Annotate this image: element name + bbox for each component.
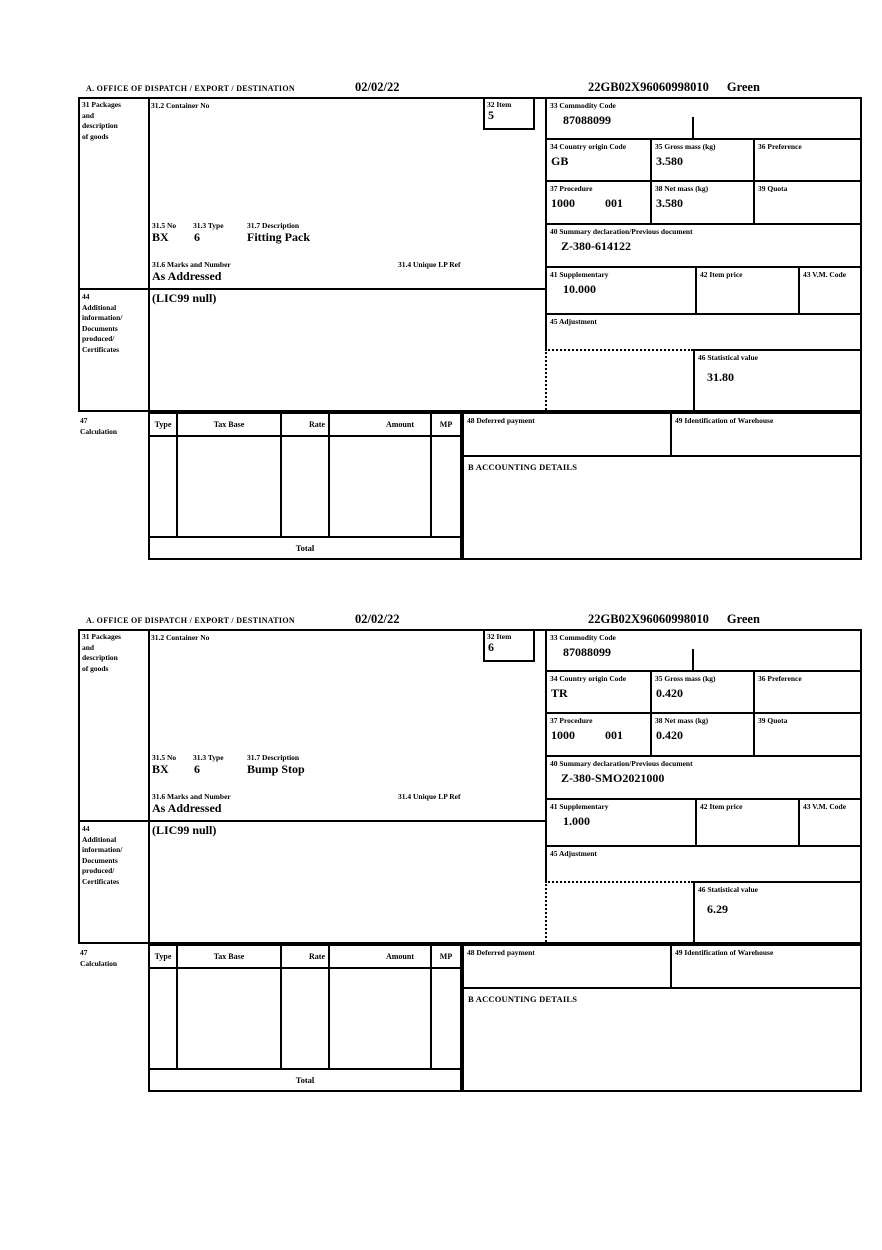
box48-deferred-payment xyxy=(464,414,672,455)
marks-and-number-value: As Addressed xyxy=(152,801,222,815)
box44-divider-line xyxy=(80,820,545,822)
box35-label: 35 Gross mass (kg) xyxy=(655,674,716,683)
box31-packages-label: 31 Packages and description of goods xyxy=(82,632,121,673)
cell-amount xyxy=(330,969,432,1068)
box34-label: 34 Country origin Code xyxy=(550,674,627,683)
column-header-amount: Amount xyxy=(330,946,432,967)
calculation-table-header xyxy=(150,414,460,435)
box31-3-type-label: 31.3 Type xyxy=(193,221,224,230)
box41-label: 41 Supplementary xyxy=(550,270,609,279)
package-count-value: BX xyxy=(152,230,169,244)
goods-description-box xyxy=(78,629,862,944)
box41-supplementary xyxy=(545,800,695,847)
box31-packages-label: 31 Packages and description of goods xyxy=(82,100,121,141)
box45-label: 45 Adjustment xyxy=(550,317,597,326)
box34-country-origin xyxy=(545,140,650,182)
box39-label: 39 Quota xyxy=(758,716,788,725)
box37-procedure xyxy=(545,714,650,757)
item-number-value: 6 xyxy=(488,640,494,654)
box39-quota xyxy=(753,182,860,225)
procedure-value xyxy=(551,196,650,210)
box33-label: 33 Commodity Code xyxy=(550,101,616,110)
box43-label: 43 V.M. Code xyxy=(803,270,847,279)
box37-label: 37 Procedure xyxy=(550,184,593,193)
box31-column-divider xyxy=(148,631,150,942)
commodity-code-subdivider xyxy=(692,649,694,670)
box31-7-description-label: 31.7 Description xyxy=(247,753,300,762)
sad-goods-item-form-1 xyxy=(78,80,862,560)
office-of-dispatch-label: A. OFFICE OF DISPATCH / EXPORT / DESTINATION xyxy=(86,84,295,93)
box36-preference xyxy=(753,672,860,714)
procedure-additional-code-value: 001 xyxy=(605,728,623,742)
package-type-value: 6 xyxy=(194,230,200,244)
office-of-dispatch-label: A. OFFICE OF DISPATCH / EXPORT / DESTINATION xyxy=(86,616,295,625)
commodity-code-subdivider xyxy=(692,117,694,138)
cell-type xyxy=(150,437,178,536)
box45-adjustment xyxy=(545,847,860,881)
box31-4-unique-lp-ref-label: 31.4 Unique LP Ref xyxy=(398,260,461,269)
box46-statistical-value xyxy=(693,349,860,410)
box46-label: 46 Statistical value xyxy=(698,353,758,362)
box37-label: 37 Procedure xyxy=(550,716,593,725)
box45-adjustment xyxy=(545,315,860,349)
box36-label: 36 Preference xyxy=(758,142,802,151)
column-header-type: Type xyxy=(150,414,178,435)
box49-label: 49 Identification of Warehouse xyxy=(675,416,774,425)
package-type-value: 6 xyxy=(194,762,200,776)
cell-amount xyxy=(330,437,432,536)
box49-warehouse xyxy=(672,414,860,455)
payment-accounting-group xyxy=(462,412,862,560)
box38-label: 38 Net mass (kg) xyxy=(655,716,709,725)
box43-vm-code xyxy=(798,800,860,847)
box35-gross-mass xyxy=(650,672,753,714)
column-header-tax-base: Tax Base xyxy=(178,946,282,967)
box45-label: 45 Adjustment xyxy=(550,849,597,858)
calculation-table-body xyxy=(150,967,460,1068)
routing-status-value: Green xyxy=(726,80,760,94)
declaration-date-value: 02/02/22 xyxy=(355,612,400,626)
item-number-value: 5 xyxy=(488,108,494,122)
commodity-code-value: 87088099 xyxy=(563,645,611,659)
package-count-value: BX xyxy=(152,762,169,776)
mrn-line xyxy=(588,612,760,627)
box31-5-no-label: 31.5 No xyxy=(152,221,177,230)
box46-statistical-value xyxy=(693,881,860,942)
box47-calculation-table xyxy=(148,412,462,560)
marks-and-number-value: As Addressed xyxy=(152,269,222,283)
box43-label: 43 V.M. Code xyxy=(803,802,847,811)
additional-info-value: (LIC99 null) xyxy=(152,823,217,837)
goods-description-box xyxy=(78,97,862,412)
calculation-total-row: Total xyxy=(150,536,460,558)
box44-divider-line xyxy=(80,288,545,290)
cell-rate xyxy=(282,437,330,536)
box31-3-type-label: 31.3 Type xyxy=(193,753,224,762)
country-origin-value: TR xyxy=(551,686,568,700)
deferred-warehouse-row xyxy=(464,414,860,455)
box48-label: 48 Deferred payment xyxy=(467,948,535,957)
mrn-value: 22GB02X96060998010 xyxy=(588,80,709,94)
accounting-details-label: B ACCOUNTING DETAILS xyxy=(468,994,578,1004)
box47-calculation-label: 47 Calculation xyxy=(80,416,118,436)
box38-label: 38 Net mass (kg) xyxy=(655,184,709,193)
calculation-total-row: Total xyxy=(150,1068,460,1090)
declaration-date-value: 02/02/22 xyxy=(355,80,400,94)
box31-5-no-label: 31.5 No xyxy=(152,753,177,762)
box48-label: 48 Deferred payment xyxy=(467,416,535,425)
cell-tax-base xyxy=(178,437,282,536)
box34-label: 34 Country origin Code xyxy=(550,142,627,151)
statistical-value: 6.29 xyxy=(707,902,728,916)
box42-label: 42 Item price xyxy=(700,270,743,279)
column-header-tax-base: Tax Base xyxy=(178,414,282,435)
box35-label: 35 Gross mass (kg) xyxy=(655,142,716,151)
box44-additional-info-label: 44 Additional information/ Documents produced/ Certificates xyxy=(82,292,123,354)
cell-mp xyxy=(432,437,460,536)
cell-type xyxy=(150,969,178,1068)
calculation-table-body xyxy=(150,435,460,536)
box42-item-price xyxy=(695,268,798,315)
mrn-value: 22GB02X96060998010 xyxy=(588,612,709,626)
gross-mass-value: 3.580 xyxy=(656,154,683,168)
accounting-details-box xyxy=(464,987,860,1090)
procedure-code-value: 1000 xyxy=(551,728,575,742)
cell-rate xyxy=(282,969,330,1068)
box38-net-mass xyxy=(650,714,753,757)
box42-item-price xyxy=(695,800,798,847)
box42-label: 42 Item price xyxy=(700,802,743,811)
column-header-mp: MP xyxy=(439,952,453,961)
supplementary-units-value: 10.000 xyxy=(563,282,596,296)
box31-7-description-label: 31.7 Description xyxy=(247,221,300,230)
box39-label: 39 Quota xyxy=(758,184,788,193)
procedure-additional-code-value: 001 xyxy=(605,196,623,210)
box33-commodity-code xyxy=(545,631,860,672)
box41-label: 41 Supplementary xyxy=(550,802,609,811)
box36-preference xyxy=(753,140,860,182)
box31-column-divider xyxy=(148,99,150,410)
box32-item-label: 32 Item xyxy=(487,632,512,641)
box49-warehouse xyxy=(672,946,860,987)
commodity-code-value: 87088099 xyxy=(563,113,611,127)
cell-tax-base xyxy=(178,969,282,1068)
accounting-details-label: B ACCOUNTING DETAILS xyxy=(468,462,578,472)
goods-description-value: Fitting Pack xyxy=(247,230,310,244)
box40-label: 40 Summary declaration/Previous document xyxy=(550,227,693,236)
box31-6-marks-label: 31.6 Marks and Number xyxy=(152,792,231,801)
country-origin-value: GB xyxy=(551,154,569,168)
box43-vm-code xyxy=(798,268,860,315)
box36-label: 36 Preference xyxy=(758,674,802,683)
procedure-code-value: 1000 xyxy=(551,196,575,210)
box47-calculation-table xyxy=(148,944,462,1092)
box33-label: 33 Commodity Code xyxy=(550,633,616,642)
column-header-mp: MP xyxy=(439,420,453,429)
box47-calculation-label: 47 Calculation xyxy=(80,948,118,968)
accounting-details-box xyxy=(464,455,860,558)
cell-mp xyxy=(432,969,460,1068)
additional-info-value: (LIC99 null) xyxy=(152,291,217,305)
box31-2-container-no-label: 31.2 Container No xyxy=(151,633,210,642)
sad-goods-item-form-2 xyxy=(78,612,862,1092)
column-header-rate: Rate xyxy=(282,946,330,967)
deferred-warehouse-row xyxy=(464,946,860,987)
procedure-value xyxy=(551,728,650,742)
box44-additional-info-label: 44 Additional information/ Documents produced/ Certificates xyxy=(82,824,123,886)
gross-mass-value: 0.420 xyxy=(656,686,683,700)
box46-label: 46 Statistical value xyxy=(698,885,758,894)
box33-commodity-code xyxy=(545,99,860,140)
supplementary-units-value: 1.000 xyxy=(563,814,590,828)
statistical-value-dotted-zone xyxy=(545,881,693,942)
box49-label: 49 Identification of Warehouse xyxy=(675,948,774,957)
box37-procedure xyxy=(545,182,650,225)
box32-item xyxy=(483,631,535,662)
box40-summary-declaration xyxy=(545,757,860,800)
calculation-table-header xyxy=(150,946,460,967)
box41-supplementary xyxy=(545,268,695,315)
previous-document-value: Z-380-614122 xyxy=(561,239,631,253)
routing-status-value: Green xyxy=(726,612,760,626)
net-mass-value: 0.420 xyxy=(656,728,683,742)
goods-description-value: Bump Stop xyxy=(247,762,305,776)
payment-accounting-group xyxy=(462,944,862,1092)
box34-country-origin xyxy=(545,672,650,714)
box40-summary-declaration xyxy=(545,225,860,268)
box40-label: 40 Summary declaration/Previous document xyxy=(550,759,693,768)
box31-6-marks-label: 31.6 Marks and Number xyxy=(152,260,231,269)
statistical-value-dotted-zone xyxy=(545,349,693,410)
mrn-line xyxy=(588,80,760,95)
box39-quota xyxy=(753,714,860,757)
previous-document-value: Z-380-SMO2021000 xyxy=(561,771,665,785)
net-mass-value: 3.580 xyxy=(656,196,683,210)
column-header-rate: Rate xyxy=(282,414,330,435)
column-header-amount: Amount xyxy=(330,414,432,435)
box35-gross-mass xyxy=(650,140,753,182)
box48-deferred-payment xyxy=(464,946,672,987)
box32-item xyxy=(483,99,535,130)
box31-2-container-no-label: 31.2 Container No xyxy=(151,101,210,110)
box38-net-mass xyxy=(650,182,753,225)
column-header-type: Type xyxy=(150,946,178,967)
box31-4-unique-lp-ref-label: 31.4 Unique LP Ref xyxy=(398,792,461,801)
box32-item-label: 32 Item xyxy=(487,100,512,109)
statistical-value: 31.80 xyxy=(707,370,734,384)
